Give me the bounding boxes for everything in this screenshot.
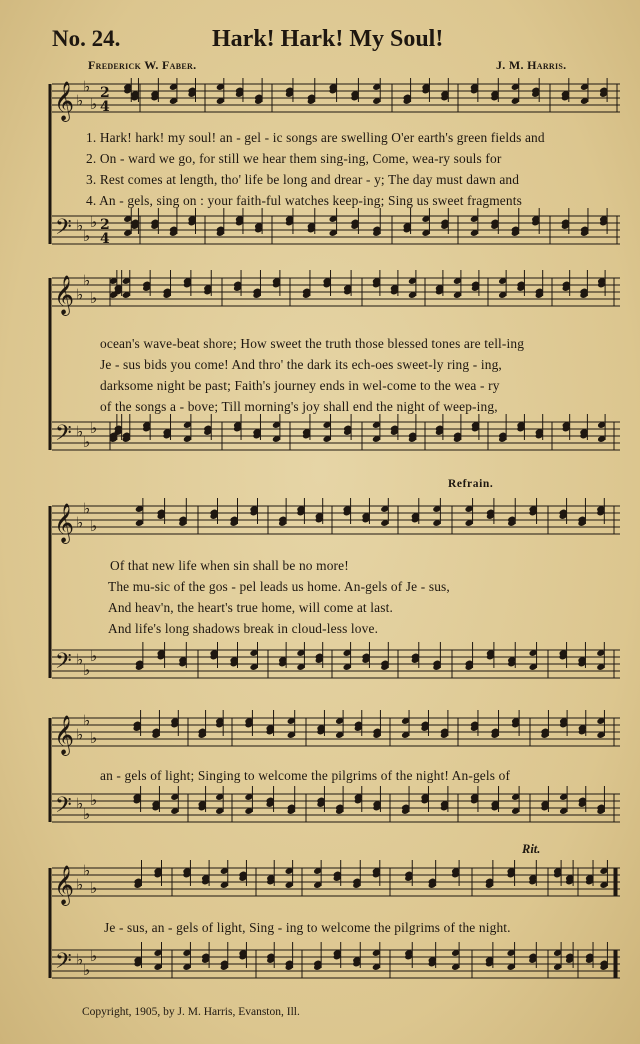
svg-text:♭: ♭ (90, 647, 98, 665)
refrain-label: Refrain. (448, 478, 494, 490)
svg-text:♭: ♭ (90, 947, 98, 965)
treble-staff (52, 270, 620, 316)
bass-staff (52, 786, 620, 823)
music-system-2 (0, 270, 640, 490)
svg-text:♭: ♭ (83, 861, 91, 880)
svg-text:♭: ♭ (83, 271, 91, 290)
bass-clef-icon: 𝄢 (55, 949, 72, 979)
svg-text:♭: ♭ (83, 711, 91, 730)
svg-text:♭: ♭ (90, 517, 98, 535)
time-signature-top: 2 (100, 85, 110, 101)
bass-staff (52, 414, 620, 451)
svg-text:♭: ♭ (90, 289, 98, 307)
lyric-line-2: The mu-sic of the gos - pel leads us home. An-gels of Je - sus, (108, 579, 450, 594)
lyric-line-1: an - gels of light; Singing to welcome the pilgrims of the night! An-gels of (100, 768, 511, 783)
treble-clef-icon: 𝄞 (54, 81, 75, 121)
svg-text:♭: ♭ (76, 650, 84, 669)
copyright-notice: Copyright, 1905, by J. M. Harris, Evanston, Ill. (82, 1006, 300, 1018)
music-system-3 (0, 494, 640, 704)
svg-text:♭: ♭ (76, 422, 84, 441)
time-signature-top: 2 (100, 217, 110, 233)
lyric-line-1: ocean's wave-beat shore; How sweet the truth those blessed tones are tell-ing (100, 336, 525, 351)
treble-staff (52, 710, 620, 756)
hymn-number: No. 24. (52, 26, 121, 51)
lyric-line-1: 1. Hark! hark! my soul! an - gel - ic songs are swelling O'er earth's green fields and (86, 130, 545, 145)
lyric-line-3: 3. Rest comes at length, tho' life be long and drear - y; The day must dawn and (86, 172, 520, 187)
svg-text:♭: ♭ (90, 213, 98, 231)
bass-staff (52, 208, 620, 245)
staff-pair (0, 270, 640, 480)
treble-clef-icon: 𝄞 (54, 865, 75, 905)
lyric-line-1: Of that new life when sin shall be no more! (110, 558, 349, 573)
music-system-1 (0, 78, 640, 268)
treble-staff (52, 78, 620, 122)
svg-text:♭: ♭ (83, 78, 91, 96)
time-signature-bottom: 4 (100, 231, 110, 247)
svg-text:♭: ♭ (83, 805, 91, 823)
svg-text:♭: ♭ (83, 961, 91, 979)
svg-text:♭: ♭ (90, 879, 98, 897)
bass-clef-icon: 𝄢 (55, 793, 72, 823)
svg-text:♭: ♭ (76, 725, 84, 744)
staff-pair (0, 494, 640, 704)
svg-text:♭: ♭ (76, 875, 84, 894)
svg-text:♭: ♭ (83, 433, 91, 451)
svg-text:♭: ♭ (83, 499, 91, 518)
bass-clef-icon: 𝄢 (55, 421, 72, 451)
time-signature-bottom: 4 (100, 99, 110, 115)
bass-staff (52, 942, 620, 979)
hymn-title: Hark! Hark! My Soul! (212, 26, 444, 52)
bass-clef-icon: 𝄢 (55, 215, 72, 245)
svg-text:♭: ♭ (76, 285, 84, 304)
treble-staff (52, 860, 620, 906)
ritardando-marking: Rit. (522, 842, 541, 856)
music-system-4 (0, 706, 640, 846)
bass-clef-icon: 𝄢 (55, 649, 72, 679)
svg-text:♭: ♭ (83, 661, 91, 679)
music-by: J. M. Harris. (496, 58, 567, 72)
svg-text:♭: ♭ (76, 216, 84, 235)
lyric-line-4: of the songs a - bove; Till morning's joy shall end the night of weep-ing, (100, 399, 498, 414)
svg-text:♭: ♭ (76, 91, 84, 110)
treble-clef-icon: 𝄞 (54, 503, 75, 543)
svg-text:♭: ♭ (83, 227, 91, 245)
svg-text:♭: ♭ (90, 95, 98, 113)
treble-clef-icon: 𝄞 (54, 715, 75, 755)
svg-text:♭: ♭ (76, 794, 84, 813)
lyric-line-2: 2. On - ward we go, for still we hear them sing-ing, Come, wea-ry souls for (86, 151, 502, 166)
lyric-line-3: And heav'n, the heart's true home, will come at last. (108, 600, 393, 615)
treble-clef-icon: 𝄞 (54, 275, 75, 315)
treble-staff (52, 498, 620, 544)
svg-text:♭: ♭ (90, 419, 98, 437)
lyric-line-2: Je - sus bids you come! And thro' the dark its ech-oes sweet-ly ring - ing, (100, 357, 502, 372)
bass-staff (52, 642, 620, 679)
lyric-line-4: 4. An - gels, sing on : your faith-ful watches keep-ing; Sing us sweet fragments (86, 193, 522, 208)
lyric-line-4: And life's long shadows break in cloud-less love. (108, 621, 379, 636)
svg-text:♭: ♭ (76, 513, 84, 532)
svg-text:♭: ♭ (90, 791, 98, 809)
music-system-5 (0, 842, 640, 998)
words-by: Frederick W. Faber. (88, 58, 197, 72)
lyric-line-3: darksome night be past; Faith's journey ends in wel-come to the wea - ry (100, 378, 500, 393)
svg-text:♭: ♭ (76, 950, 84, 969)
lyric-line-1: Je - sus, an - gels of light, Sing - ing to welcome the pilgrims of the night. (104, 920, 511, 935)
svg-text:♭: ♭ (90, 729, 98, 747)
